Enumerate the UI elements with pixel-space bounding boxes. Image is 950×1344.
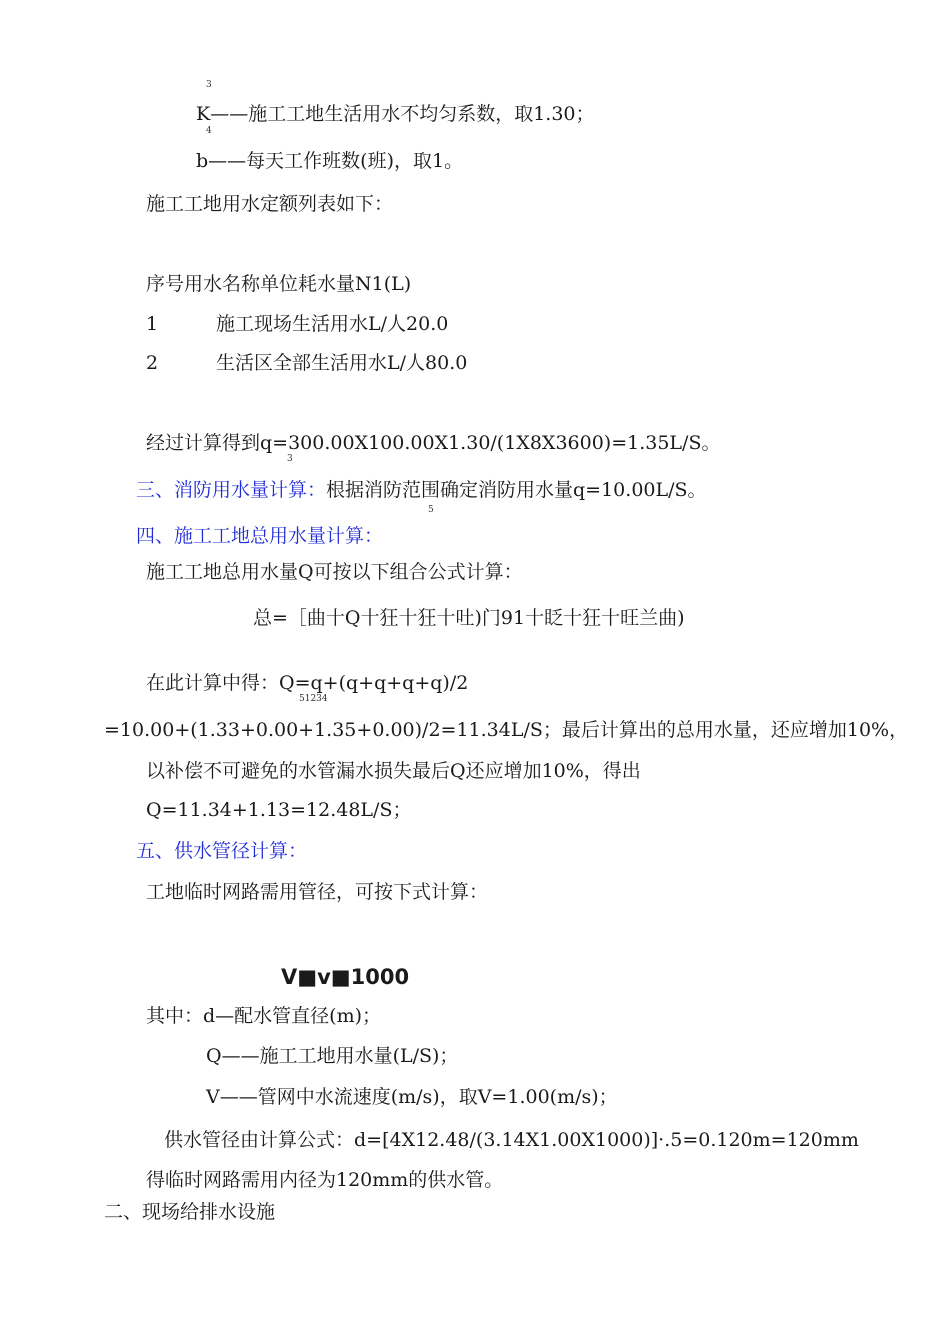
quota-intro: 施工工地用水定额列表如下： — [146, 193, 394, 215]
calc-Q: 在此计算中得：Q=q+(q+q+q+q)/2 — [146, 672, 469, 694]
where-V: V——管网中水流速度(m/s)，取V=1.00(m/s)； — [206, 1086, 618, 1108]
subscript-5: 5 — [428, 505, 434, 515]
calc-Q-value: =10.00+(1.33+0.00+1.35+0.00)/2=11.34L/S；最后计算出的总用水量，还应增加10%， — [104, 719, 909, 741]
diameter-result: 得临时网路需用内径为120mm的供水管。 — [146, 1169, 504, 1191]
total-intro: 施工工地总用水量Q可按以下组合公式计算： — [146, 561, 523, 583]
leak-text: 以补偿不可避免的水管漏水损失最后Q还应增加10%，得出 — [146, 760, 641, 782]
b-definition: b——每天工作班数(班)，取1。 — [196, 150, 464, 172]
total-heading: 四、施工工地总用水量计算： — [136, 525, 384, 547]
Q-final: Q=11.34+1.13=12.48L/S； — [146, 799, 412, 821]
subscript-3-q: 3 — [287, 454, 293, 464]
where-Q: Q——施工工地用水量(L/S)； — [206, 1045, 459, 1067]
superscript-3: 3 — [206, 80, 212, 90]
table-row-2-no: 2 — [146, 352, 159, 374]
table-row-2-text: 生活区全部生活用水L/人80.0 — [216, 352, 468, 374]
fire-line — [136, 478, 707, 502]
table-row-1-text: 施工现场生活用水L/人20.0 — [216, 313, 449, 335]
table-header: 序号用水名称单位耗水量N1(L) — [146, 273, 412, 295]
calc-q3: 经过计算得到q=300.00X100.00X1.30/(1X8X3600)=1.35L/S。 — [146, 432, 721, 454]
pipe-heading: 五、供水管径计算： — [136, 840, 308, 862]
pipe-intro: 工地临时网路需用管径，可按下式计算： — [146, 881, 489, 903]
diameter-calc: 供水管径由计算公式：d=[4X12.48/(3.14X1.00X1000)]·.5=0.120m=120mm — [164, 1129, 859, 1151]
subscript-4: 4 — [206, 126, 212, 136]
table-row-1-no: 1 — [146, 313, 159, 335]
subscript-51234: 51234 — [299, 694, 328, 704]
pipe-formula: V■v■1000 — [281, 965, 410, 989]
total-formula: 总=［曲十Q十狂十狂十吐)门91十眨十狂十旺兰曲) — [253, 607, 685, 629]
fire-text: 根据消防范围确定消防用水量q=10.00L/S。 — [326, 479, 707, 501]
fire-heading: 三、消防用水量计算： — [136, 479, 327, 501]
where-d: 其中：d—配水管直径(m)； — [146, 1005, 382, 1027]
section-2-heading: 二、现场给排水设施 — [104, 1201, 276, 1223]
k4-definition: K——施工工地生活用水不均匀系数，取1.30； — [196, 103, 595, 125]
